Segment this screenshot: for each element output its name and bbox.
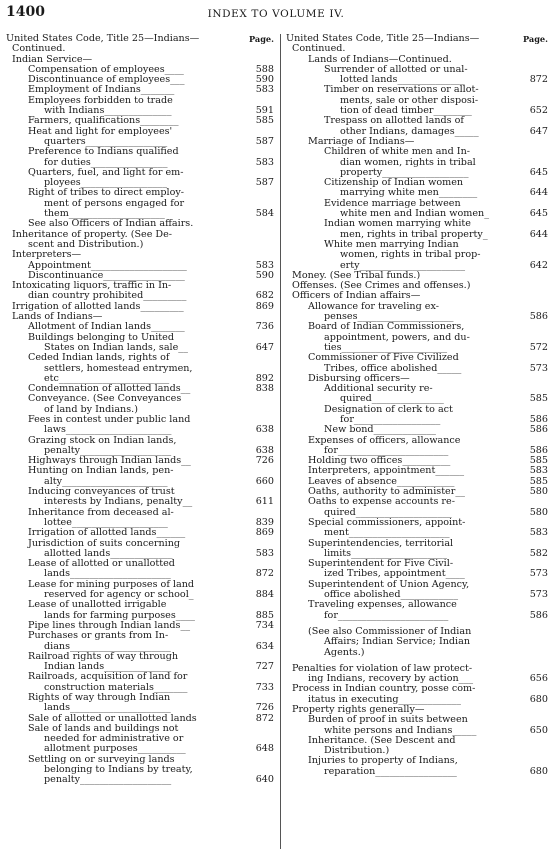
page-reference: 652	[529, 105, 548, 117]
entry-text: other Indians, damages_____	[340, 125, 479, 137]
entry-text: Railroad rights of way through	[28, 650, 179, 662]
entry-text: Farmers, qualifications________	[28, 115, 179, 127]
entry-text: ments, sale or other disposi-	[340, 94, 479, 106]
index-entry	[286, 250, 548, 260]
entry-text: construction materials_______	[44, 681, 188, 693]
entry-text: New bond_____________	[324, 424, 436, 436]
entry-text: Inheritance of property. (See De-	[12, 228, 173, 240]
page-column-heading: Page.	[522, 34, 548, 44]
page-reference: 587	[255, 135, 274, 147]
entry-text: quired_______________	[340, 393, 444, 405]
page-reference: 885	[255, 609, 274, 621]
entry-text: Evidence marriage between	[324, 197, 461, 209]
entry-text: Offenses. (See Crimes and offenses.)	[292, 280, 471, 292]
entry-text: allotment purposes__________	[44, 743, 186, 755]
entry-text: dian country prohibited_________	[28, 290, 187, 302]
entry-text: office abolished____________	[324, 589, 459, 601]
entry-text: Preference to Indians qualified	[28, 146, 179, 158]
page-reference: 726	[255, 702, 274, 714]
index-entry	[286, 611, 548, 621]
entry-text: ized Tribes, appointment____	[324, 568, 465, 580]
page-reference: 736	[255, 321, 274, 333]
entry-text: Holding two offices__________	[308, 455, 451, 467]
entry-text: White men marrying Indian	[324, 238, 459, 250]
entry-text: penalty___________________	[44, 774, 172, 786]
page-reference: 872	[529, 74, 548, 86]
entry-text: Intoxicating liquors, traffic in In-	[12, 280, 172, 292]
entry-text: Sale of lands and buildings not	[28, 722, 179, 734]
entry-text: Property rights generally—	[292, 704, 425, 715]
entry-text: Oaths to expense accounts re-	[308, 496, 455, 508]
page-reference: 660	[255, 475, 274, 487]
page-number: 1400	[6, 4, 45, 20]
entry-text: Additional security re-	[324, 383, 433, 395]
entry-text: Commissioner of Five Civilized	[308, 352, 459, 364]
page-reference: 869	[255, 527, 274, 539]
page-reference: 590	[255, 269, 274, 281]
right-column	[286, 34, 548, 777]
entry-text: Lease of unallotted irrigable	[28, 599, 167, 611]
entry-text: with Indians______________	[44, 105, 172, 117]
entry-text: allotted lands_____________	[44, 547, 173, 559]
entry-text: reserved for agency or school_	[44, 589, 194, 601]
entry-text: Inheritance from deceased al-	[28, 506, 174, 518]
page-reference: 583	[529, 465, 548, 477]
entry-text: dians_____________________	[44, 640, 171, 652]
entry-text: Officers of Indian affairs—	[292, 290, 421, 302]
entry-text: Children of white men and In-	[324, 146, 471, 158]
page-reference: 650	[529, 724, 548, 736]
page-reference: 872	[255, 568, 274, 580]
entry-text: Continued.	[292, 43, 346, 55]
entry-text: Sale of allotted or unallotted lands	[28, 712, 197, 724]
entry-text: Superintendent of Union Agency,	[308, 578, 470, 590]
entry-text: white men and Indian women_	[340, 208, 489, 220]
entry-text: appointment, powers, and du-	[324, 331, 470, 343]
index-entry	[286, 767, 548, 777]
entry-text: Superintendent for Five Civil-	[308, 558, 454, 570]
entry-text: Expenses of officers, allowance	[308, 434, 461, 446]
entry-text: Timber on reservations or allot-	[324, 84, 479, 96]
entry-text: Continued.	[12, 43, 66, 55]
entry-text: Lease for mining purposes of land	[28, 578, 195, 590]
entry-text: ployees__________________	[44, 177, 168, 189]
entry-text: erty______________________	[340, 259, 466, 271]
page-reference: 584	[255, 208, 274, 220]
entry-text: United States Code, Title 25—Indians—	[286, 33, 480, 44]
entry-text: Right of tribes to direct employ-	[28, 187, 185, 199]
entry-text: settlers, homestead entrymen,	[44, 362, 193, 374]
page-reference: 682	[255, 290, 274, 302]
entry-text: Traveling expenses, allowance	[308, 599, 457, 611]
page-reference: 587	[255, 177, 274, 189]
page-reference: 634	[255, 640, 274, 652]
entry-text: alty______________________	[44, 475, 168, 487]
index-entry	[286, 648, 548, 658]
page-reference: 640	[255, 774, 274, 786]
page-reference: 590	[255, 74, 274, 86]
page-reference: 580	[529, 506, 548, 518]
entry-text: Conveyance. (See Conveyances	[28, 393, 182, 405]
entry-text: reparation_________________	[324, 765, 457, 777]
entry-text: marrying white men________	[340, 187, 478, 199]
entry-text: property__________________	[340, 166, 469, 178]
entry-text: Ceded Indian lands, rights of	[28, 352, 170, 364]
page-reference: 586	[529, 424, 548, 436]
entry-text: etc_______________________	[44, 372, 170, 384]
entry-text: Allotment of Indian lands_______	[28, 321, 185, 333]
page-reference: 591	[255, 105, 274, 117]
entry-text: Oaths, authority to administer__	[308, 486, 465, 498]
entry-text: Fees in contest under public land	[28, 413, 191, 425]
entry-text: lands for farming purposes____	[44, 609, 195, 621]
page-reference: 644	[529, 228, 548, 240]
entry-text: See also Officers of Indian affairs.	[28, 218, 194, 230]
page-reference: 727	[255, 661, 274, 673]
entry-text: Money. (See Tribal funds.)	[292, 269, 421, 281]
page-reference: 586	[529, 311, 548, 323]
entry-text: Lands of Indians—Continued.	[308, 53, 452, 65]
entry-text: Indian Service—	[12, 53, 93, 65]
page-reference: 586	[529, 609, 548, 621]
page-reference: 892	[255, 372, 274, 384]
entry-text: scent and Distribution.)	[28, 238, 144, 250]
entry-text: for__________________	[340, 413, 441, 425]
page-reference: 583	[255, 547, 274, 559]
entry-text: limits____________________	[324, 547, 448, 559]
page-reference: 884	[255, 589, 274, 601]
entry-text: Distribution.)	[324, 745, 390, 757]
page-reference: 586	[529, 444, 548, 456]
entry-text: for duties________________	[44, 156, 168, 168]
column-divider	[280, 34, 281, 849]
entry-text: laws______________________	[44, 424, 172, 436]
entry-text: Inducing conveyances of trust	[28, 486, 175, 498]
entry-text: men, rights in tribal property_	[340, 228, 488, 240]
entry-text: Agents.)	[324, 646, 365, 658]
page-reference: 838	[255, 383, 274, 395]
entry-text: States on Indian lands, sale__	[44, 341, 188, 353]
page-reference: 648	[255, 743, 274, 755]
page-reference: 869	[255, 300, 274, 312]
entry-text: Highways through Indian lands__	[28, 455, 191, 467]
page-reference: 583	[255, 156, 274, 168]
entry-text: Indian lands______________	[44, 661, 172, 673]
entry-text: Appointment____________________	[28, 259, 187, 271]
entry-text: Railroads, acquisition of land for	[28, 671, 188, 683]
page-reference: 585	[529, 393, 548, 405]
index-entry	[6, 528, 274, 538]
entry-text: Lease of allotted or unallotted	[28, 558, 175, 570]
entry-text: Designation of clerk to act	[324, 403, 453, 415]
entry-text: Citizenship of Indian women	[324, 177, 464, 189]
entry-text: ment_____________________	[324, 527, 450, 539]
page-reference: 656	[529, 673, 548, 685]
entry-text: Marriage of Indians—	[308, 135, 415, 147]
page-reference: 734	[255, 619, 274, 631]
entry-text: of land by Indians.)	[44, 403, 138, 415]
page-reference: 585	[255, 115, 274, 127]
entry-text: Surrender of allotted or unal-	[324, 63, 468, 75]
entry-text: Burden of proof in suits between	[308, 714, 468, 726]
page-reference: 638	[255, 424, 274, 436]
entry-text: Leaves of absence____________	[308, 475, 455, 487]
page-reference: 582	[529, 547, 548, 559]
entry-text: Rights of way through Indian	[28, 692, 171, 703]
page-reference: 611	[255, 496, 274, 508]
page-reference: 586	[529, 413, 548, 425]
entry-text: Pipe lines through Indian lands__	[28, 619, 191, 631]
entry-text: Purchases or grants from In-	[28, 630, 169, 642]
entry-text: Compensation of employees____	[28, 63, 184, 75]
page-reference: 573	[529, 589, 548, 601]
page-reference: 733	[255, 681, 274, 693]
entry-text: Hunting on Indian lands, pen-	[28, 465, 174, 477]
entry-text: needed for administrative or	[44, 733, 184, 745]
entry-text: Heat and light for employees'	[28, 125, 173, 137]
page-reference: 839	[255, 516, 274, 528]
entry-text: Discontinuance_________________	[28, 269, 185, 281]
page-header	[6, 6, 546, 22]
entry-text: Lands of Indians—	[12, 311, 103, 323]
page-reference: 726	[255, 455, 274, 467]
entry-text: Condemnation of allotted lands__	[28, 383, 191, 395]
page-reference: 583	[255, 84, 274, 96]
entry-text: dian women, rights in tribal	[340, 156, 476, 168]
entry-text: Injuries to property of Indians,	[308, 755, 458, 767]
page-reference: 588	[255, 63, 274, 75]
page-reference: 580	[529, 486, 548, 498]
index-entry	[286, 528, 548, 538]
entry-text: Interpreters—	[12, 249, 82, 261]
page-reference: 642	[529, 259, 548, 271]
page-reference: 573	[529, 568, 548, 580]
index-entry	[286, 353, 548, 363]
entry-text: lottee____________________	[44, 516, 168, 528]
entry-text: Irrigation of allotted lands______	[28, 527, 186, 539]
entry-text: lands_____________________	[44, 568, 171, 580]
page-reference: 680	[529, 765, 548, 777]
index-entry	[6, 353, 274, 363]
page-reference: 585	[529, 475, 548, 487]
page-reference: 583	[255, 259, 274, 271]
page-column-heading: Page.	[248, 34, 274, 44]
page-reference: 872	[255, 712, 274, 724]
index-entry	[6, 250, 274, 260]
entry-text: penalty___________________	[44, 444, 172, 456]
page-reference: 583	[529, 527, 548, 539]
entry-text: quarters_________________	[44, 135, 168, 147]
entry-text: Discontinuance of employees___	[28, 74, 185, 86]
entry-text: Allowance for traveling ex-	[308, 300, 439, 312]
entry-text: lotted lands______________	[340, 74, 465, 86]
page-reference: 647	[255, 341, 274, 353]
entry-text: Penalties for violation of law protect-	[292, 662, 473, 674]
page-reference: 645	[529, 208, 548, 220]
index-entry	[6, 775, 274, 785]
entry-text: Board of Indian Commissioners,	[308, 321, 465, 333]
page-reference: 644	[529, 187, 548, 199]
entry-text: Irrigation of allotted lands_________	[12, 300, 184, 312]
entry-text: Buildings belonging to United	[28, 331, 174, 343]
entry-text: penses____________________	[324, 311, 454, 323]
entry-text: Inheritance. (See Descent and	[308, 734, 456, 746]
entry-text: Special commissioners, appoint-	[308, 516, 466, 528]
index-entry	[286, 637, 548, 647]
entry-text: Indian women marrying white	[324, 218, 471, 230]
entry-text: ing Indians, recovery by action___	[308, 673, 474, 685]
entry-text: (See also Commissioner of Indian	[308, 625, 472, 637]
entry-text: women, rights in tribal prop-	[340, 249, 481, 261]
entry-text: Tribes, office abolished_____	[324, 362, 462, 374]
entry-text: Grazing stock on Indian lands,	[28, 434, 177, 446]
entry-text: Superintendencies, territorial	[308, 537, 454, 549]
entry-text: Disbursing officers—	[308, 372, 410, 384]
page-reference: 585	[529, 455, 548, 467]
entry-text: white persons and Indians_____	[324, 724, 477, 736]
entry-text: Quarters, fuel, and light for em-	[28, 166, 184, 178]
entry-text: them____________________	[44, 208, 165, 220]
entry-text: for_______________________	[324, 609, 449, 621]
left-column	[6, 34, 274, 786]
entry-text: ties______________________	[324, 341, 448, 353]
index-entry	[6, 631, 274, 641]
page-reference: 645	[529, 166, 548, 178]
entry-text: quired____________________	[324, 506, 452, 518]
entry-text: Affairs; Indian Service; Indian	[324, 636, 471, 648]
page-reference: 573	[529, 362, 548, 374]
entry-text: Trespass on allotted lands of	[324, 115, 464, 127]
page-reference: 638	[255, 444, 274, 456]
page-reference: 680	[529, 693, 548, 705]
entry-text: Settling on or surveying lands	[28, 753, 175, 765]
entry-text: Employment of Indians_______	[28, 84, 175, 96]
entry-text: Process in Indian country, posse com-	[292, 683, 476, 695]
entry-text: itatus in executing_____________	[308, 693, 461, 705]
entry-text: ment of persons engaged for	[44, 197, 185, 209]
entry-text: belonging to Indians by treaty,	[44, 764, 193, 776]
page-reference: 572	[529, 341, 548, 353]
entry-text: lands_____________________	[44, 702, 171, 714]
entry-text: Interpreters, appointment______	[308, 465, 465, 477]
entry-text: for_______________________	[324, 444, 449, 456]
entry-text: Employees forbidden to trade	[28, 94, 173, 106]
entry-text: tion of dead timber________	[340, 105, 472, 117]
entry-text: interests by Indians, penalty__	[44, 496, 193, 508]
entry-text: United States Code, Title 25—Indians—	[6, 33, 200, 44]
page-reference: 647	[529, 125, 548, 137]
page-title: INDEX TO VOLUME IV.	[207, 8, 345, 20]
entry-text: Jurisdiction of suits concerning	[28, 537, 181, 549]
